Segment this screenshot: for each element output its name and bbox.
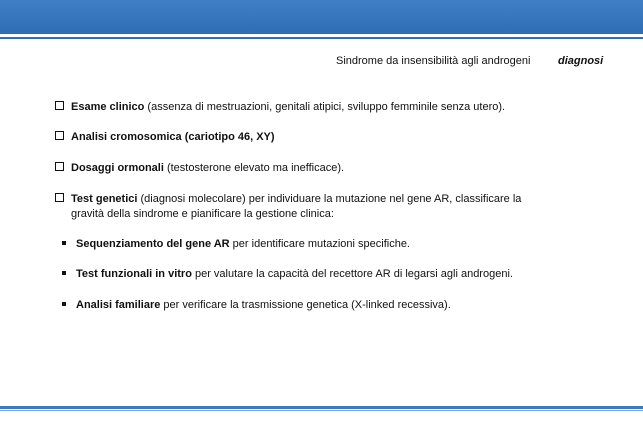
- square-bullet-icon: [62, 271, 66, 275]
- sub-list-item: [62, 236, 410, 252]
- list-item: [55, 191, 521, 207]
- sub-list-item: [62, 266, 513, 282]
- item-text: (diagnosi molecolare) per individuare la mutazione nel gene AR, classificare la: [137, 193, 522, 205]
- checkbox-bullet-icon: [55, 162, 64, 171]
- list-item: [55, 160, 344, 176]
- sub-item-label: Analisi familiare: [76, 299, 161, 311]
- item-continuation: gravità della sindrome e pianificare la gestione clinica:: [71, 208, 334, 220]
- top-banner: [0, 0, 643, 34]
- sub-item-label: Test funzionali in vitro: [76, 268, 192, 280]
- item-label: Dosaggi ormonali: [71, 162, 164, 174]
- square-bullet-icon: [62, 241, 66, 245]
- sub-item-text: per identificare mutazioni specifiche.: [229, 238, 410, 250]
- slide-tag: diagnosi: [558, 55, 604, 67]
- item-label: Test genetici: [71, 193, 138, 205]
- checkbox-bullet-icon: [55, 193, 64, 202]
- list-item: [55, 99, 505, 115]
- item-text: (assenza di mestruazioni, genitali atipici, sviluppo femminile senza utero).: [144, 101, 506, 113]
- square-bullet-icon: [62, 302, 66, 306]
- checkbox-bullet-icon: [55, 131, 64, 140]
- bottom-divider-thin: [0, 410, 643, 411]
- item-label: Analisi cromosomica (cariotipo 46, XY): [71, 131, 275, 143]
- slide-title: Sindrome da insensibilità agli androgeni: [336, 55, 531, 67]
- sub-list-item: [62, 297, 451, 313]
- sub-item-text: per verificare la trasmissione genetica (X-linked recessiva).: [160, 299, 451, 311]
- item-label: Esame clinico: [71, 101, 145, 113]
- list-item: [55, 129, 275, 145]
- sub-item-label: Sequenziamento del gene AR: [76, 238, 230, 250]
- sub-item-text: per valutare la capacità del recettore AR di legarsi agli androgeni.: [191, 268, 513, 280]
- bottom-divider: [0, 406, 643, 409]
- checkbox-bullet-icon: [55, 101, 64, 110]
- top-divider: [0, 37, 643, 39]
- item-text: (testosterone elevato ma inefficace).: [163, 162, 345, 174]
